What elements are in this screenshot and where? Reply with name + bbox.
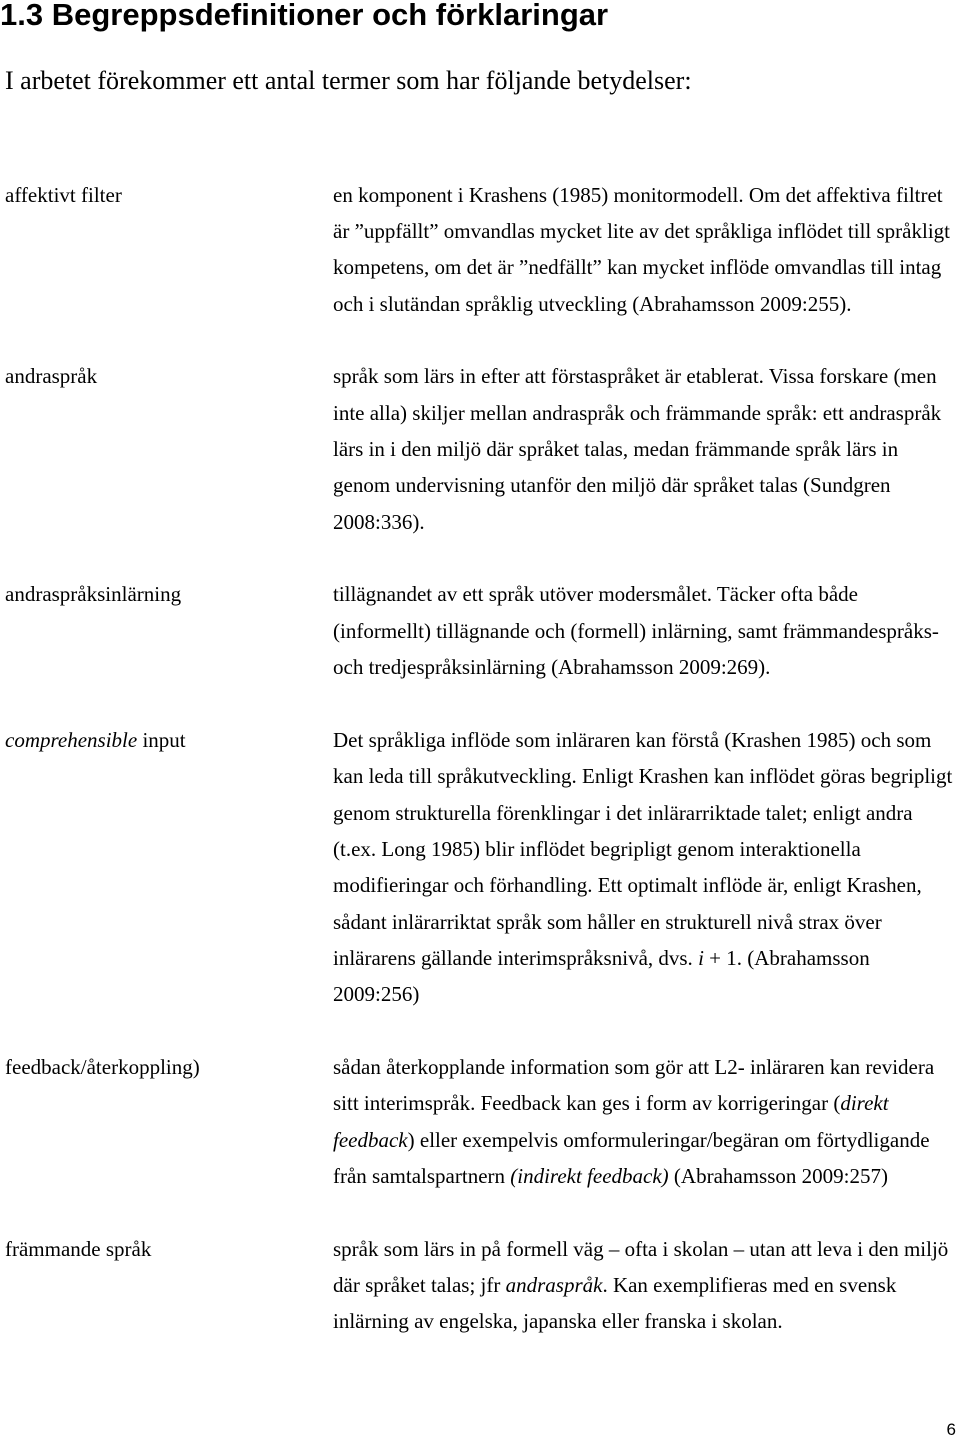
definition-line [333, 1085, 960, 1121]
definition-line: inte alla) skiljer mellan andraspråk och främmande språk: ett andraspråk [333, 400, 942, 425]
definition-line: sådant inlärarriktat språk som håller en strukturell nivå strax över [333, 909, 882, 934]
definition-text [333, 1049, 960, 1194]
term-label [5, 722, 186, 758]
definition-line: inlärning av engelska, japanska eller franska i skolan. [333, 1309, 783, 1334]
italic-text: andraspråk [505, 1273, 603, 1297]
definition-entry [0, 1231, 960, 1340]
section-heading: 1.3 Begreppsdefinitioner och förklaringar [0, 0, 609, 32]
definition-line: 2008:336). [333, 509, 425, 534]
term-text: input [137, 727, 186, 752]
definition-line [333, 1267, 960, 1303]
line-text: där språket talas; jfr [333, 1273, 506, 1297]
term-label: feedback/återkoppling) [5, 1054, 200, 1079]
italic-text: (indirekt feedback) [510, 1163, 669, 1188]
definition-text [333, 576, 960, 685]
definition-line [333, 1122, 960, 1158]
definition-entry [0, 358, 960, 540]
definition-text [333, 358, 960, 540]
definition-line: modifieringar och förhandling. Ett optimalt inflöde är, enligt Krashen, [333, 873, 922, 898]
definition-line: 2009:256) [333, 982, 420, 1007]
definition-line: genom undervisning utanför den miljö där språket talas (Sundgren [333, 473, 891, 498]
italic-text: feedback [333, 1127, 408, 1152]
definition-line: tillägnandet av ett språk utöver modersmålet. Täcker ofta både [333, 582, 858, 607]
line-text: sitt interimspråk. Feedback kan ges i form av korrigeringar ( [333, 1091, 841, 1116]
definition-line: Det språkliga inflöde som inläraren kan förstå (Krashen 1985) och som [333, 727, 932, 752]
italic-text: i [698, 945, 704, 970]
term-label: andraspråk [5, 364, 98, 389]
definition-line: kompetens, om det är ”nedfällt” kan mycket inflöde omvandlas till intag [333, 255, 942, 280]
definition-entry [0, 576, 960, 685]
definition-line: (informellt) tillägnande och (formell) inlärning, samt främmandespråks- [333, 618, 939, 643]
definition-line: kan leda till språkutveckling. Enligt Krashen kan inflödet göras begripligt [333, 764, 953, 789]
definition-line: och i slutändan språklig utveckling (Abrahamsson 2009:255). [333, 291, 852, 316]
italic-text: direkt [840, 1091, 889, 1116]
line-text: inlärarens gällande interimspråksnivå, dvs. [333, 945, 699, 970]
term-label: främmande språk [5, 1236, 152, 1261]
term-label: affektivt filter [5, 182, 122, 207]
line-text: (Abrahamsson 2009:257) [668, 1163, 888, 1188]
definition-text [333, 177, 960, 322]
definition-line: en komponent i Krashens (1985) monitormodell. Om det affektiva filtret [333, 182, 943, 207]
definition-line: genom strukturella förenklingar i det inlärarriktade talet; enligt andra [333, 800, 913, 825]
term-label: andraspråksinlärning [5, 582, 182, 607]
definition-list [0, 177, 960, 1376]
italic-text: comprehensible [5, 727, 138, 752]
definition-line: språk som lärs in efter att förstaspråket är etablerat. Vissa forskare (men [333, 364, 937, 389]
definition-line: (t.ex. Long 1985) blir inflödet begripligt genom interaktionella [333, 836, 861, 861]
line-text: från samtalspartnern [333, 1163, 511, 1188]
definition-line: är ”uppfällt” omvandlas mycket lite av det språkliga inflödet till språkligt [333, 219, 950, 244]
definition-entry [0, 177, 960, 322]
definition-line [333, 1158, 960, 1194]
line-text: ) eller exempelvis omformuleringar/begäran om förtydligande [407, 1127, 930, 1152]
line-text: . Kan exemplifieras med en svensk [602, 1273, 897, 1297]
definition-line [333, 940, 960, 976]
definition-line: språk som lärs in på formell väg – ofta i skolan – utan att leva i den miljö [333, 1236, 949, 1261]
definition-entry [0, 1049, 960, 1194]
definition-text [333, 1231, 960, 1340]
definition-text [333, 722, 960, 1013]
line-text: + 1. (Abrahamsson [703, 945, 870, 970]
intro-paragraph: I arbetet förekommer ett antal termer som har följande betydelser: [5, 66, 692, 95]
definition-line: lärs in i den miljö där språket talas, medan främmande språk lärs in [333, 437, 899, 462]
definition-entry [0, 722, 960, 1013]
page-number: 6 [946, 1420, 956, 1439]
definition-line: sådan återkopplande information som gör att L2- inläraren kan revidera [333, 1054, 935, 1079]
definition-line: och tredjespråksinlärning (Abrahamsson 2009:269). [333, 655, 771, 680]
